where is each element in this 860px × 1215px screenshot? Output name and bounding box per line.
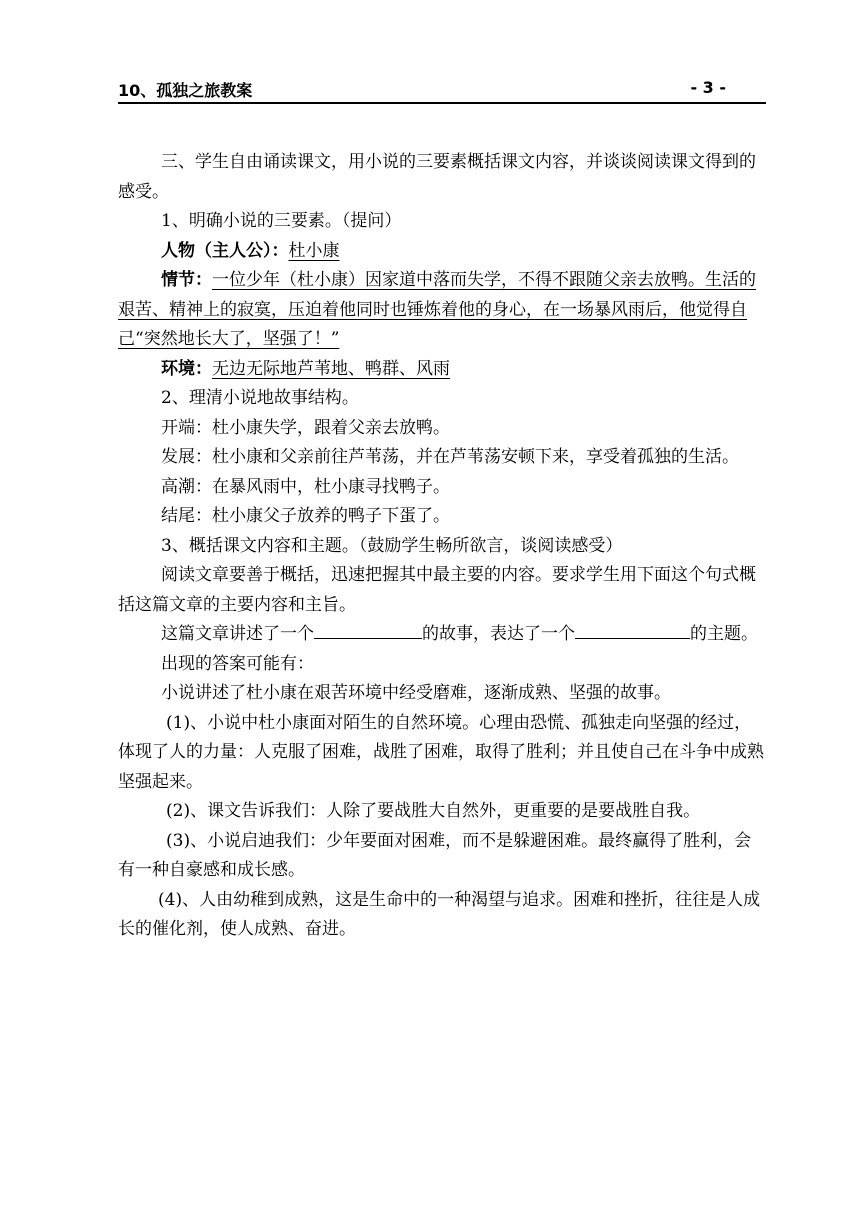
value-character: 杜小康 <box>288 240 340 261</box>
label-character: 人物（主人公）： <box>161 240 289 261</box>
fill-in-blank <box>314 620 422 639</box>
page-number: - 3 - <box>690 78 726 97</box>
page-header <box>118 76 766 104</box>
paragraph: 阅读文章要善于概括，迅速把握其中最主要的内容。要求学生用下面这个句式概括这篇文章的主要内容和主旨。 <box>118 565 756 615</box>
paragraph: 2、理清小说地故事结构。 <box>161 388 359 408</box>
paragraph: 发展：杜小康和父亲前往芦苇荡，并在芦苇荡安顿下来，享受着孤独的生活。 <box>161 447 739 467</box>
value-plot: 一位少年（杜小康）因家道中落而失学，不得不跟随父亲去放鸭。生活的艰苦、精神上的寂寞，压迫着他同时也锤炼着他的身心，在一场暴风雨后，他觉得自己“突然地长大了，坚强了！” <box>118 270 756 349</box>
paragraph-character <box>118 237 768 267</box>
paragraph-fill-in <box>118 620 768 650</box>
paragraph-plot <box>118 266 768 355</box>
paragraph-setting <box>118 355 768 385</box>
paragraph: (1)、小说中杜小康面对陌生的自然环境。心理由恐慌、孤独走向坚强的经过，体现了人的力量：人克服了困难，战胜了困难，取得了胜利；并且使自己在斗争中成熟坚强起来。 <box>118 712 764 792</box>
fill-in-blank <box>575 620 690 639</box>
paragraph: 高潮：在暴风雨中，杜小康寻找鸭子。 <box>161 476 450 497</box>
fill-in-text-c: 的主题。 <box>690 624 758 644</box>
label-setting: 环境： <box>161 358 212 379</box>
paragraph: 3、概括课文内容和主题。（鼓励学生畅所欲言，谈阅读感受） <box>161 535 623 556</box>
label-plot: 情节： <box>161 270 212 290</box>
paragraph: 小说讲述了杜小康在艰苦环境中经受磨难，逐渐成熟、坚强的故事。 <box>161 683 671 703</box>
paragraph: (3)、小说启迪我们：少年要面对困难，而不是躲避困难。最终赢得了胜利，会有一种自豪感和成长感。 <box>118 830 752 880</box>
value-setting: 无边无际地芦苇地、鸭群、风雨 <box>212 358 450 379</box>
paragraph: 1、明确小说的三要素。（提问） <box>161 211 402 231</box>
paragraph: (2)、课文告诉我们：人除了要战胜大自然外，更重要的是要战胜自我。 <box>166 801 701 821</box>
document-body <box>118 148 768 945</box>
paragraph: 出现的答案可能有： <box>161 653 314 674</box>
paragraph: 开端：杜小康失学，跟着父亲去放鸭。 <box>161 417 450 438</box>
paragraph: 三、学生自由诵读课文，用小说的三要素概括课文内容，并谈谈阅读课文得到的感受。 <box>118 152 756 202</box>
paragraph: (4)、人由幼稚到成熟，这是生命中的一种渴望与追求。困难和挫折，往往是人成长的催化剂，使人成熟、奋进。 <box>118 889 761 939</box>
document-title: 10、孤独之旅教案 <box>118 81 253 100</box>
paragraph: 结尾：杜小康父子放养的鸭子下蛋了。 <box>161 506 450 526</box>
fill-in-text-b: 的故事，表达了一个 <box>422 624 575 644</box>
fill-in-text-a: 这篇文章讲述了一个 <box>161 624 314 644</box>
